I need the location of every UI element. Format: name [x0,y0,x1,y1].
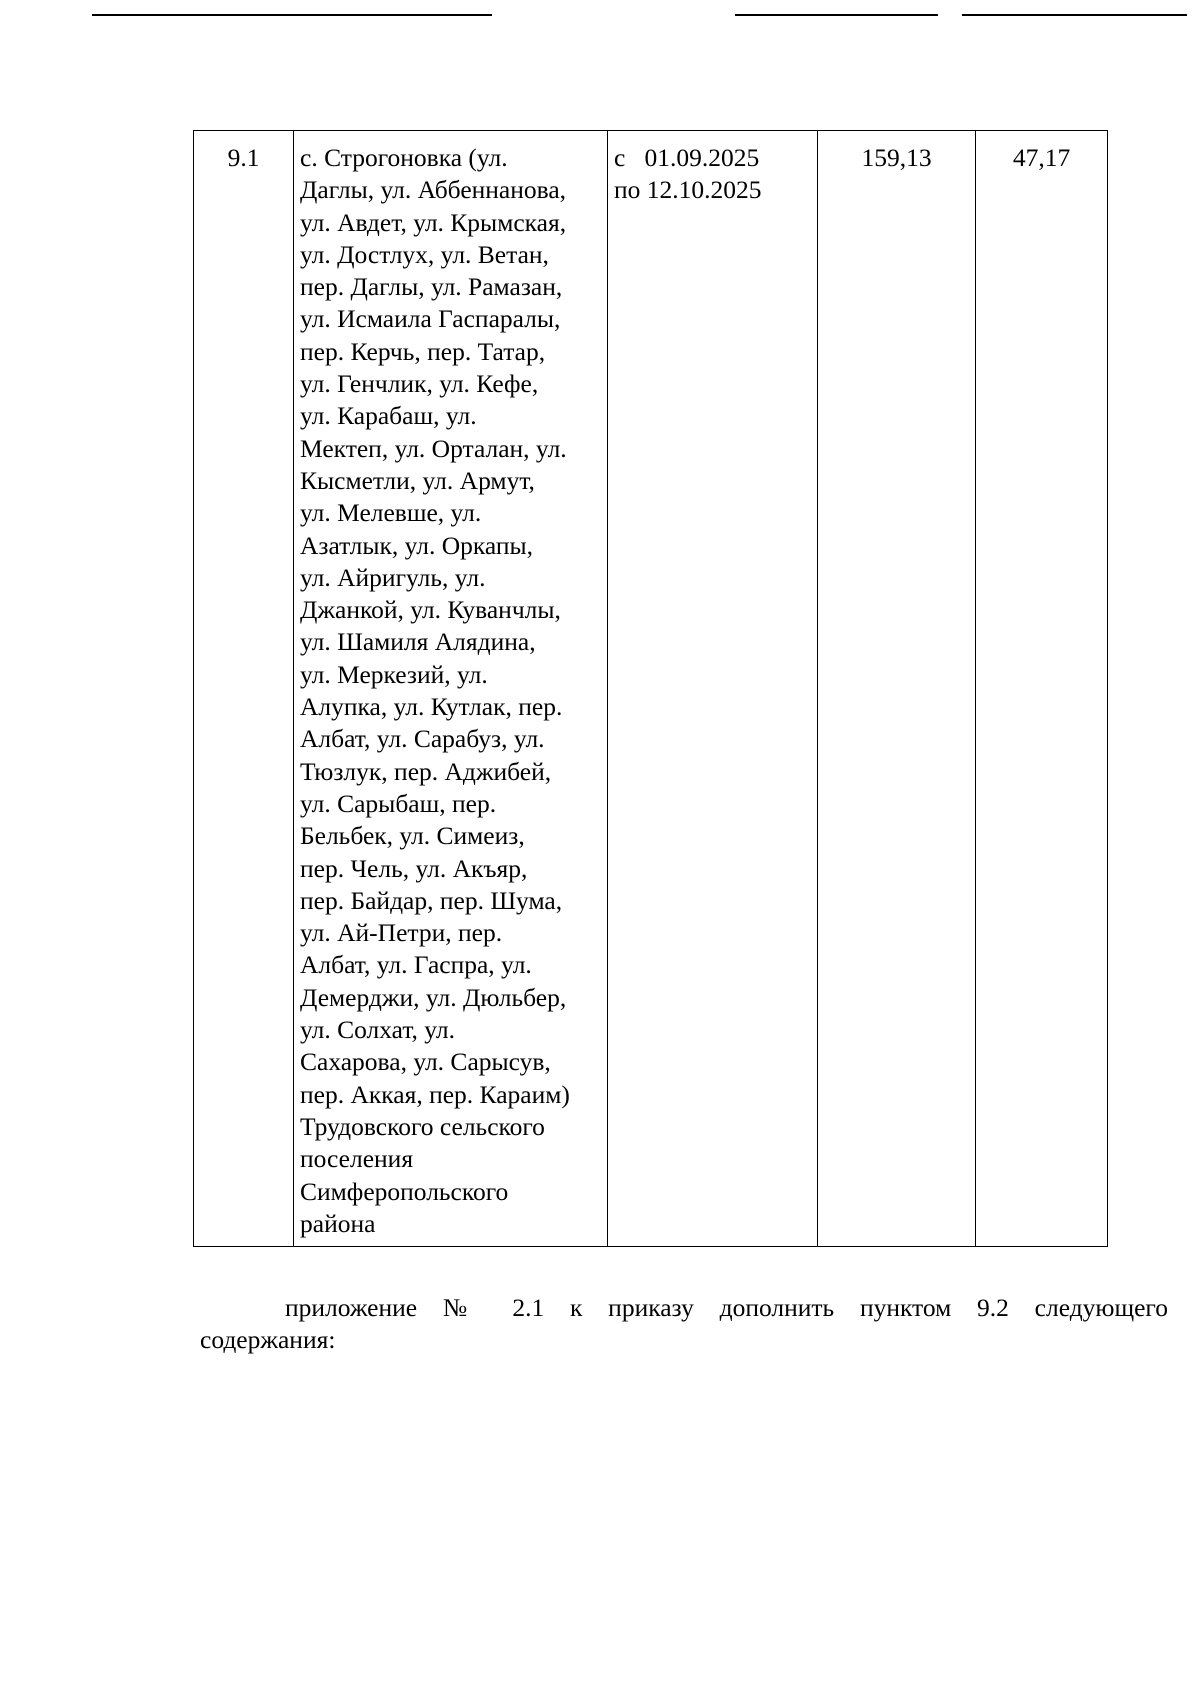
location-line: пер. Аккая, пер. Караим) [300,1079,570,1109]
header-rule-middle [735,14,938,16]
row-number-cell [194,131,294,1247]
location-line: Тюзлук, пер. Аджибей, [300,756,552,786]
location-line: ул. Генчлик, ул. Кефе, [300,369,539,399]
location-line: Албат, ул. Гаспра, ул. [300,950,532,980]
location-line: Алупка, ул. Кутлак, пер. [300,692,563,722]
location-line: пер. Чель, ул. Акъяр, [300,853,528,883]
location-line: поселения [300,1144,414,1174]
location-line: Албат, ул. Сарабуз, ул. [300,724,545,754]
location-line: с. Строгоновка (ул. [300,143,508,172]
row-number: 9.1 [227,143,260,172]
paragraph-line-1: приложение № 2.1 к приказу дополнить пунктом 9.2 следующего [285,1293,1168,1322]
period-from: с 01.09.2025 [614,143,760,172]
location-line: Бельбек, ул. Симеиз, [300,821,525,851]
location-cell [294,131,608,1247]
location-line: ул. Ай-Петри, пер. [300,918,503,948]
value-1-cell [818,131,976,1247]
location-line: пер. Керчь, пер. Татар, [300,336,546,366]
location-line: Кысметли, ул. Армут, [300,465,535,495]
location-line: ул. Меркезий, ул. [300,659,488,689]
location-line: ул. Исмаила Гаспаралы, [300,304,561,334]
location-line: Джанкой, ул. Куванчлы, [300,595,561,625]
schedule-table [193,130,1108,1247]
location-line: Даглы, ул. Аббеннанова, [300,175,567,205]
location-line: пер. Даглы, ул. Рамазан, [300,272,563,302]
location-line: Азатлык, ул. Оркапы, [300,530,534,560]
amendment-paragraph [200,1292,1168,1356]
location-line: ул. Мелевше, ул. [300,498,482,528]
value-1: 159,13 [861,143,932,172]
location-line: ул. Карабаш, ул. [300,401,477,431]
period-cell [608,131,818,1247]
location-line: Сахарова, ул. Сарысув, [300,1047,551,1077]
location-line: ул. Достлух, ул. Ветан, [300,239,549,269]
location-line: ул. Сарыбаш, пер. [300,788,497,818]
location-line: Демерджи, ул. Дюльбер, [300,982,567,1012]
location-line: ул. Айригуль, ул. [300,562,486,592]
header-rule-right [962,14,1187,16]
location-line: ул. Солхат, ул. [300,1015,456,1045]
value-2: 47,17 [1012,143,1071,172]
location-line: Мектеп, ул. Орталан, ул. [300,433,567,463]
location-line: ул. Шамиля Алядина, [300,627,536,657]
table-row [194,131,1108,1247]
location-line: ул. Авдет, ул. Крымская, [300,207,567,237]
paragraph-line-2: содержания: [200,1325,336,1354]
location-line: Симферопольского [300,1176,509,1206]
header-rule-left [92,14,492,16]
period-to: по 12.10.2025 [614,175,762,205]
location-line: пер. Байдар, пер. Шума, [300,885,563,915]
location-line: Трудовского сельского [300,1111,545,1141]
location-line: района [300,1208,376,1238]
value-2-cell [976,131,1108,1247]
